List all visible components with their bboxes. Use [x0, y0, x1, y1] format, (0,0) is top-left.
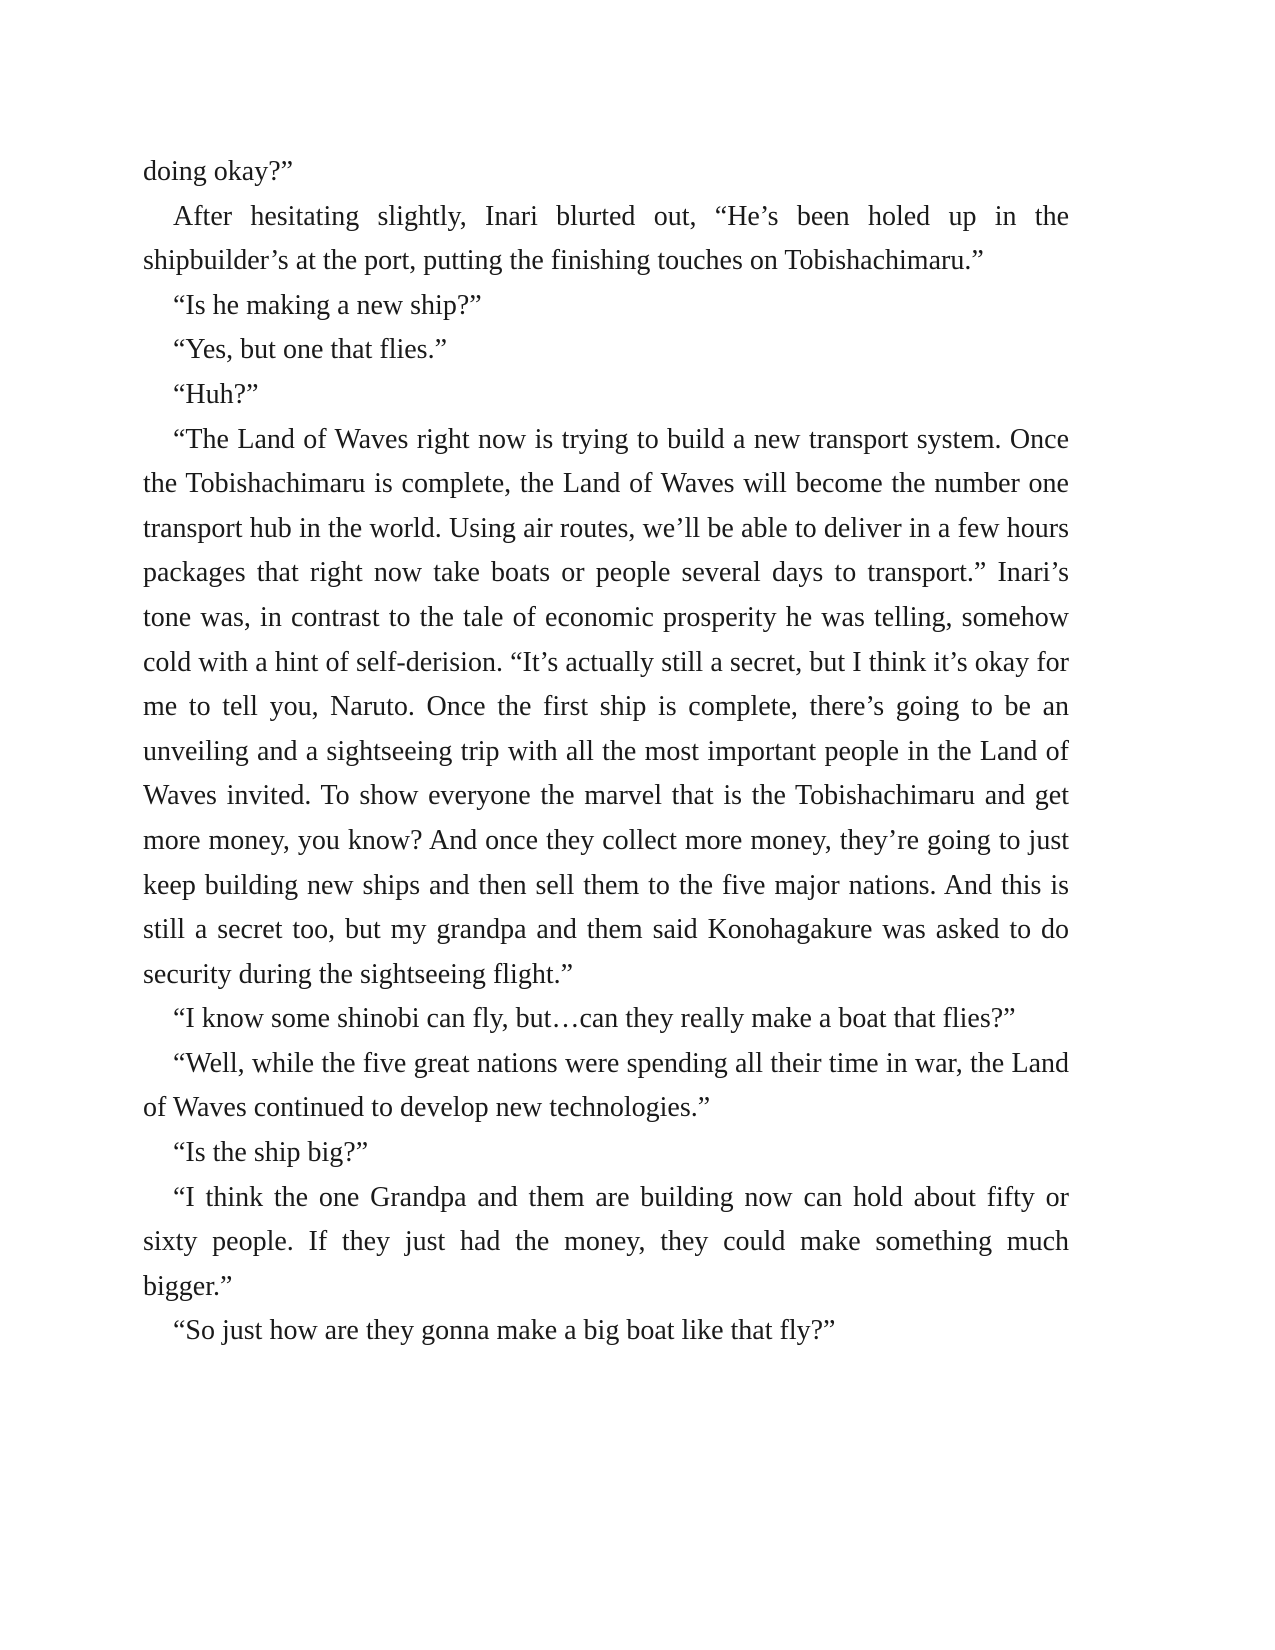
dialogue-line: “I know some shinobi can fly, but…can they really make a boat that flies?” [173, 1003, 1016, 1035]
paragraph: “I think the one Grandpa and them are building now can hold about fifty or sixty people. If they just had the money, they could make something much bigger.” [143, 1181, 1069, 1302]
body-text [143, 150, 1069, 1354]
dialogue-line: “So just how are they gonna make a big boat like that fly?” [173, 1315, 836, 1347]
dialogue-line: “Huh?” [173, 378, 259, 410]
paragraph: “The Land of Waves right now is trying to build a new transport system. Once the Tobishachimaru is complete, the Land of Waves will become the number one transport hub in the world. Using air routes, we’ll be able to deliver in a few hours packages that right now take boats or people several days to transport.” Inari’s tone was, in contrast to the tale of economic prosperity he was telling, somehow cold with a hint of self-derision. “It’s actually still a secret, but I think it’s okay for me to tell you, Naruto. Once the first ship is complete, there’s going to be an unveiling and a sightseeing trip with all the most important people in the Land of Waves invited. To show everyone the marvel that is the Tobishachimaru and get more money, you know? And once they collect more money, they’re going to just keep building new ships and then sell them to the five major nations. And this is still a secret too, but my grandpa and them said Konohagakure was asked to do security during the sightseeing flight.” [143, 423, 1069, 990]
dialogue-line: “Is he making a new ship?” [173, 289, 482, 321]
paragraph-continuation: doing okay?” [143, 156, 294, 187]
dialogue-line: “Yes, but one that flies.” [173, 334, 447, 366]
dialogue-line: “Is the ship big?” [173, 1137, 369, 1169]
paragraph: After hesitating slightly, Inari blurted out, “He’s been holed up in the shipbuilder’s at the port, putting the finishing touches on Tobishachimaru.” [143, 200, 1069, 277]
paragraph: “Well, while the five great nations were spending all their time in war, the Land of Waves continued to develop new technologies.” [143, 1047, 1069, 1124]
